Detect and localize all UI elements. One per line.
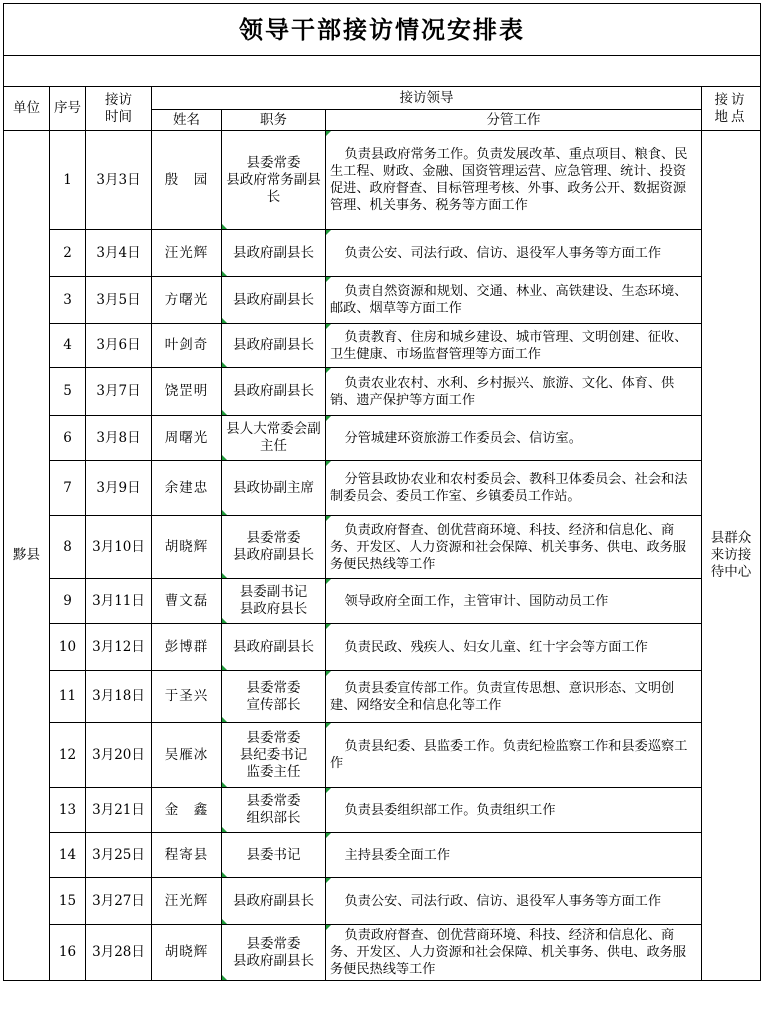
date-cell: 3月28日 <box>86 925 152 981</box>
duties-cell: 负责县政府常务工作。负责发展改革、重点项目、粮食、民生工程、财政、金融、国资管理运营、应急管理、统计、投资促进、政府督查、目标管理考核、外事、政务公开、数据资源管理、机关事务、税务等方面工作 <box>326 131 702 230</box>
header-unit: 单位 <box>4 87 50 131</box>
table-row <box>4 131 761 230</box>
duties-cell: 主持县委全面工作 <box>326 833 702 878</box>
seq-cell: 8 <box>50 516 86 579</box>
date-cell: 3月12日 <box>86 624 152 671</box>
seq-cell: 2 <box>50 230 86 277</box>
duties-cell: 负责政府督查、创优营商环境、科技、经济和信息化、商务、开发区、人力资源和社会保障、机关事务、供电、政务服务便民热线等工作 <box>326 516 702 579</box>
position-cell: 县政府副县长 <box>222 277 326 324</box>
leader-name-cell: 胡晓辉 <box>152 925 222 981</box>
seq-cell: 6 <box>50 416 86 461</box>
position-cell: 县委常委 宣传部长 <box>222 671 326 723</box>
seq-cell: 4 <box>50 324 86 368</box>
duties-cell: 领导政府全面工作，主管审计、国防动员工作 <box>326 579 702 624</box>
date-cell: 3月5日 <box>86 277 152 324</box>
position-cell: 县政府副县长 <box>222 368 326 416</box>
duties-cell: 负责县委组织部工作。负责组织工作 <box>326 788 702 833</box>
position-cell: 县人大常委会副主任 <box>222 416 326 461</box>
leader-name-cell: 金 鑫 <box>152 788 222 833</box>
position-cell: 县委常委 县政府常务副县长 <box>222 131 326 230</box>
date-cell: 3月8日 <box>86 416 152 461</box>
table-row <box>4 277 761 324</box>
seq-cell: 15 <box>50 878 86 925</box>
duties-cell: 负责教育、住房和城乡建设、城市管理、文明创建、征收、卫生健康、市场监督管理等方面工作 <box>326 324 702 368</box>
leader-name-cell: 曹文磊 <box>152 579 222 624</box>
duties-cell: 负责公安、司法行政、信访、退役军人事务等方面工作 <box>326 878 702 925</box>
date-cell: 3月27日 <box>86 878 152 925</box>
table-row <box>4 461 761 516</box>
header-time: 接访时间 <box>86 87 152 131</box>
date-cell: 3月21日 <box>86 788 152 833</box>
duties-cell: 分管县政协农业和农村委员会、教科卫体委员会、社会和法制委员会、委员工作室、乡镇委员工作站。 <box>326 461 702 516</box>
date-cell: 3月20日 <box>86 723 152 788</box>
duties-cell: 负责县委宣传部工作。负责宣传思想、意识形态、文明创建、网络安全和信息化等工作 <box>326 671 702 723</box>
duties-cell: 负责政府督查、创优营商环境、科技、经济和信息化、商务、开发区、人力资源和社会保障、机关事务、供电、政务服务便民热线等工作 <box>326 925 702 981</box>
table-row <box>4 671 761 723</box>
position-cell: 县政府副县长 <box>222 324 326 368</box>
table-row <box>4 624 761 671</box>
seq-cell: 14 <box>50 833 86 878</box>
leader-name-cell: 殷 园 <box>152 131 222 230</box>
leader-name-cell: 于圣兴 <box>152 671 222 723</box>
position-cell: 县委常委 县纪委书记 监委主任 <box>222 723 326 788</box>
table-row <box>4 516 761 579</box>
schedule-table <box>3 3 761 981</box>
leader-name-cell: 汪光辉 <box>152 878 222 925</box>
header-location: 接访地点 <box>702 87 761 131</box>
table-row <box>4 416 761 461</box>
position-cell: 县委书记 <box>222 833 326 878</box>
seq-cell: 13 <box>50 788 86 833</box>
leader-name-cell: 方曙光 <box>152 277 222 324</box>
duties-cell: 负责民政、残疾人、妇女儿童、红十字会等方面工作 <box>326 624 702 671</box>
position-cell: 县委常委 组织部长 <box>222 788 326 833</box>
table-row <box>4 723 761 788</box>
leader-name-cell: 周曙光 <box>152 416 222 461</box>
seq-cell: 3 <box>50 277 86 324</box>
header-duties: 分管工作 <box>326 110 702 131</box>
date-cell: 3月6日 <box>86 324 152 368</box>
date-cell: 3月3日 <box>86 131 152 230</box>
header-seq: 序号 <box>50 87 86 131</box>
leader-name-cell: 胡晓辉 <box>152 516 222 579</box>
seq-cell: 7 <box>50 461 86 516</box>
seq-cell: 9 <box>50 579 86 624</box>
leader-name-cell: 叶剑奇 <box>152 324 222 368</box>
location-cell: 县群众来访接待中心 <box>702 131 761 981</box>
position-cell: 县政府副县长 <box>222 624 326 671</box>
seq-cell: 11 <box>50 671 86 723</box>
leader-name-cell: 饶罡明 <box>152 368 222 416</box>
seq-cell: 1 <box>50 131 86 230</box>
table-row <box>4 878 761 925</box>
position-cell: 县政府副县长 <box>222 230 326 277</box>
date-cell: 3月25日 <box>86 833 152 878</box>
date-cell: 3月7日 <box>86 368 152 416</box>
leader-name-cell: 彭博群 <box>152 624 222 671</box>
seq-cell: 16 <box>50 925 86 981</box>
page-title: 领导干部接访情况安排表 <box>4 4 761 56</box>
leader-name-cell: 程寄县 <box>152 833 222 878</box>
blank-row <box>4 56 761 87</box>
duties-cell: 负责自然资源和规划、交通、林业、高铁建设、生态环境、邮政、烟草等方面工作 <box>326 277 702 324</box>
table-row <box>4 324 761 368</box>
date-cell: 3月18日 <box>86 671 152 723</box>
leader-name-cell: 汪光辉 <box>152 230 222 277</box>
seq-cell: 12 <box>50 723 86 788</box>
header-name: 姓名 <box>152 110 222 131</box>
position-cell: 县委常委 县政府副县长 <box>222 516 326 579</box>
table-row <box>4 925 761 981</box>
seq-cell: 10 <box>50 624 86 671</box>
duties-cell: 分管城建环资旅游工作委员会、信访室。 <box>326 416 702 461</box>
position-cell: 县委副书记 县政府县长 <box>222 579 326 624</box>
duties-cell: 负责县纪委、县监委工作。负责纪检监察工作和县委巡察工作 <box>326 723 702 788</box>
position-cell: 县政协副主席 <box>222 461 326 516</box>
table-row <box>4 579 761 624</box>
table-row <box>4 230 761 277</box>
date-cell: 3月4日 <box>86 230 152 277</box>
duties-cell: 负责农业农村、水利、乡村振兴、旅游、文化、体育、供销、遗产保护等方面工作 <box>326 368 702 416</box>
date-cell: 3月10日 <box>86 516 152 579</box>
leader-name-cell: 吴雁冰 <box>152 723 222 788</box>
header-position: 职务 <box>222 110 326 131</box>
date-cell: 3月9日 <box>86 461 152 516</box>
position-cell: 县政府副县长 <box>222 878 326 925</box>
table-row <box>4 788 761 833</box>
position-cell: 县委常委 县政府副县长 <box>222 925 326 981</box>
table-row <box>4 368 761 416</box>
header-leader-group: 接访领导 <box>152 87 702 110</box>
unit-cell: 黟县 <box>4 131 50 981</box>
seq-cell: 5 <box>50 368 86 416</box>
table-row <box>4 833 761 878</box>
duties-cell: 负责公安、司法行政、信访、退役军人事务等方面工作 <box>326 230 702 277</box>
date-cell: 3月11日 <box>86 579 152 624</box>
leader-name-cell: 余建忠 <box>152 461 222 516</box>
